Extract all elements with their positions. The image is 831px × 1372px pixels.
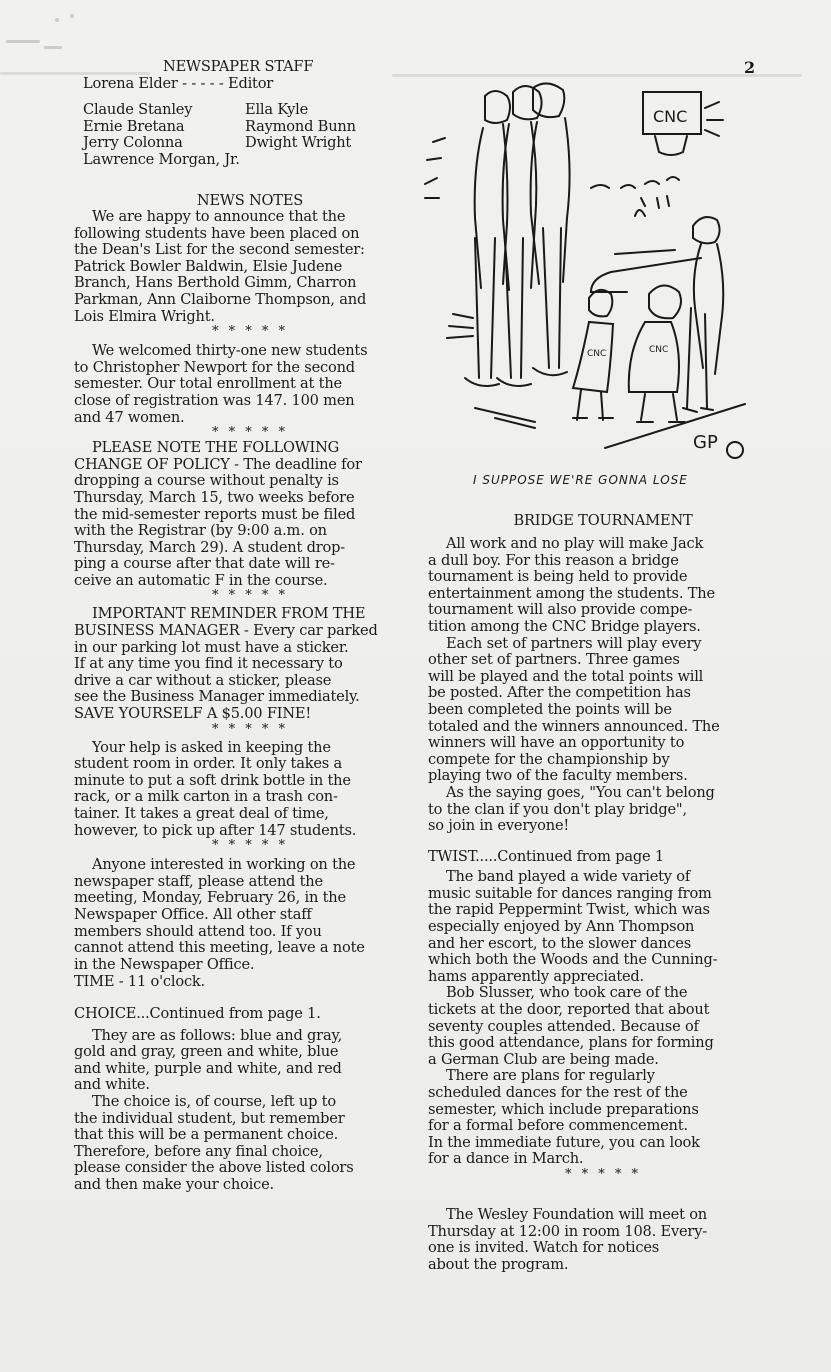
text-line: drive a car without a sticker, please (74, 671, 332, 689)
text-line: There are plans for regularly (446, 1067, 655, 1085)
staff-box (83, 59, 413, 169)
text-line: to Christopher Newport for the second (74, 358, 355, 376)
twist-paragraph-2 (428, 985, 778, 1068)
text-line: Thursday, March 29). A student drop- (74, 538, 345, 556)
separator: * * * * * (211, 588, 289, 604)
choice-paragraph-2 (74, 1094, 426, 1194)
jersey-text: CNC (649, 345, 669, 355)
scan-speck (70, 14, 74, 18)
text-line: so join in everyone! (428, 817, 570, 835)
twist-heading: TWIST.....Continued from page 1 (428, 847, 664, 865)
text-line: Your help is asked in keeping the (92, 738, 331, 756)
text-line: be posted. After the competition has (428, 684, 691, 702)
news-notes-heading: NEWS NOTES (196, 192, 304, 209)
text-line: If at any time you find it necessary to (74, 655, 343, 673)
text-line: All work and no play will make Jack (446, 535, 704, 552)
text-line: for a dance in March. (428, 1150, 584, 1168)
wesley-paragraph (428, 1207, 778, 1273)
text-line: hams apparently appreciated. (428, 967, 644, 985)
text-line: the rapid Peppermint Twist, which was (428, 901, 710, 919)
text-line: tournament will also provide compe- (428, 601, 693, 619)
bridge-paragraph-1 (428, 536, 778, 636)
separator: * * * * * (564, 1166, 642, 1182)
text-line: Anyone interested in working on the (92, 856, 356, 874)
meeting-time: TIME - 11 o'clock. (74, 973, 205, 991)
text-line: Lois Elmira Wright. (74, 307, 215, 325)
scan-streak (392, 74, 802, 77)
text-line: and white. (74, 1076, 150, 1094)
text-line: the mid-semester reports must be filed (74, 505, 356, 523)
staff-column-1 (83, 102, 245, 152)
cartoon-caption: I SUPPOSE WE'RE GONNA LOSE (473, 473, 688, 487)
text-line: rack, or a milk carton in a trash con- (74, 788, 338, 806)
scan-speck (44, 46, 62, 49)
text-line: one is invited. Watch for notices (428, 1239, 660, 1257)
separator: * * * * * (211, 324, 289, 340)
text-line: a dull boy. For this reason a bridge (428, 551, 679, 569)
choice-paragraph-1 (74, 1028, 426, 1094)
choice-heading: CHOICE...Continued from page 1. (74, 1004, 321, 1022)
text-line: Parkman, Ann Claiborne Thompson, and (74, 290, 367, 308)
basketball-cartoon (405, 78, 775, 498)
text-line: other set of partners. Three games (428, 651, 680, 669)
staff-heading: NEWSPAPER STAFF (163, 58, 314, 75)
text-line: in the Newspaper Office. (74, 955, 255, 973)
text-line: which both the Woods and the Cunning- (428, 951, 718, 969)
text-line: playing two of the faculty members. (428, 767, 688, 785)
staff-members (83, 102, 413, 152)
text-line: this good attendance, plans for forming (428, 1034, 714, 1052)
twist-paragraph-3 (428, 1068, 778, 1168)
text-line: cannot attend this meeting, leave a note (74, 939, 365, 957)
text-line: Therefore, before any final choice, (74, 1142, 323, 1160)
staff-member: Jerry Colonna (83, 134, 183, 152)
enrollment-paragraph (74, 343, 426, 426)
text-line: newspaper staff, please attend the (74, 872, 323, 890)
policy-paragraph (74, 440, 426, 589)
text-line: a German Club are being made. (428, 1050, 659, 1068)
text-line: ceive an automatic F in the course. (74, 571, 328, 589)
text-line: especially enjoyed by Ann Thompson (428, 918, 695, 936)
text-line: members should attend too. If you (74, 922, 322, 940)
text-line: dropping a course without penalty is (74, 472, 339, 490)
text-line: We are happy to announce that the (92, 208, 346, 225)
text-line: Bob Slusser, who took care of the (446, 984, 688, 1002)
text-line: ping a course after that date will re- (74, 555, 335, 573)
text-line: with the Registrar (by 9:00 a.m. on (74, 522, 327, 540)
right-column (428, 512, 778, 1273)
text-line: for a formal before commencement. (428, 1117, 688, 1135)
text-line: and then make your choice. (74, 1175, 274, 1193)
text-line: Newspaper Office. All other staff (74, 905, 312, 923)
text-line: been completed the points will be (428, 700, 672, 718)
text-line: totaled and the winners announced. The (428, 717, 720, 735)
text-line: about the program. (428, 1255, 569, 1273)
text-line: to the clan if you don't play bridge", (428, 800, 687, 818)
text-line: however, to pick up after 147 students. (74, 821, 357, 839)
meeting-paragraph (74, 857, 426, 973)
text-line: see the Business Manager immediately. (74, 688, 360, 706)
text-line: and her escort, to the slower dances (428, 934, 691, 952)
scan-speck (55, 18, 59, 22)
deans-list-paragraph (74, 209, 426, 325)
text-line: and 47 women. (74, 408, 185, 426)
text-line: tition among the CNC Bridge players. (428, 617, 701, 635)
staff-column-2 (245, 102, 405, 152)
text-line: tournament is being held to provide (428, 568, 688, 586)
text-line: Patrick Bowler Baldwin, Elsie Judene (74, 257, 343, 275)
staff-member: Raymond Bunn (245, 117, 356, 135)
text-line: close of registration was 147. 100 men (74, 391, 355, 409)
text-line: Thursday, March 15, two weeks before (74, 488, 355, 506)
text-line: The Wesley Foundation will meet on (446, 1205, 707, 1223)
staff-member: Claude Stanley (83, 101, 193, 119)
text-line: tickets at the door, reported that about (428, 1001, 710, 1019)
text-line: IMPORTANT REMINDER FROM THE (92, 605, 366, 623)
text-line: the Dean's List for the second semester: (74, 241, 365, 259)
separator: * * * * * (211, 721, 289, 737)
jersey-text: CNC (587, 349, 607, 359)
bridge-paragraph-3 (428, 785, 778, 835)
cartoonist-signature: GP (693, 432, 718, 453)
student-room-paragraph (74, 740, 426, 840)
text-line: scheduled dances for the rest of the (428, 1084, 688, 1101)
text-line: The band played a wide variety of (446, 868, 691, 886)
text-line: will be played and the total points will (428, 667, 704, 685)
text-line: meeting, Monday, February 26, in the (74, 889, 346, 907)
staff-last-member: Lawrence Morgan, Jr. (83, 150, 240, 168)
text-line: We welcomed thirty-one new students (92, 342, 368, 360)
text-line: They are as follows: blue and gray, (92, 1026, 343, 1044)
bridge-heading: BRIDGE TOURNAMENT (513, 512, 693, 529)
page-number: 2 (744, 58, 756, 77)
reminder-paragraph (74, 606, 426, 722)
text-line: BUSINESS MANAGER - Every car parked (74, 622, 378, 640)
text-line: minute to put a soft drink bottle in the (74, 771, 351, 789)
text-line: entertainment among the students. The (428, 584, 715, 602)
text-line: the individual student, but remember (74, 1109, 345, 1127)
text-line: semester, which include preparations (428, 1100, 699, 1118)
text-line: please consider the above listed colors (74, 1159, 354, 1177)
text-line: student room in order. It only takes a (74, 755, 343, 773)
backboard-sign: CNC (653, 107, 688, 126)
text-line: In the immediate future, you can look (428, 1133, 700, 1151)
text-line: CHANGE OF POLICY - The deadline for (74, 455, 362, 473)
text-line: and white, purple and white, and red (74, 1059, 342, 1077)
bridge-paragraph-2 (428, 636, 778, 785)
text-line: As the saying goes, "You can't belong (446, 783, 715, 801)
text-line: SAVE YOURSELF A $5.00 FINE! (74, 705, 312, 723)
text-line: Branch, Hans Berthold Gimm, Charron (74, 274, 357, 292)
editor-line: Lorena Elder - - - - - Editor (83, 74, 274, 92)
text-line: in our parking lot must have a sticker. (74, 638, 349, 656)
staff-member: Ella Kyle (245, 101, 309, 119)
separator: * * * * * (211, 425, 289, 441)
text-line: seventy couples attended. Because of (428, 1017, 699, 1035)
text-line: The choice is, of course, left up to (92, 1092, 336, 1110)
text-line: that this will be a permanent choice. (74, 1126, 339, 1144)
staff-member: Dwight Wright (245, 134, 352, 152)
text-line: semester. Our total enrollment at the (74, 375, 342, 393)
text-line: Each set of partners will play every (446, 634, 702, 652)
twist-paragraph-1 (428, 869, 778, 985)
text-line: compete for the championship by (428, 750, 670, 768)
text-line: gold and gray, green and white, blue (74, 1043, 339, 1061)
separator: * * * * * (211, 838, 289, 854)
text-line: music suitable for dances ranging from (428, 884, 712, 902)
text-line: PLEASE NOTE THE FOLLOWING (92, 439, 340, 457)
scan-speck (6, 40, 40, 43)
text-line: winners will have an opportunity to (428, 734, 685, 752)
text-line: Thursday at 12:00 in room 108. Every- (428, 1222, 707, 1240)
text-line: following students have been placed on (74, 224, 360, 242)
staff-member: Ernie Bretana (83, 117, 185, 135)
left-column (74, 192, 426, 1193)
text-line: tainer. It takes a great deal of time, (74, 805, 329, 822)
